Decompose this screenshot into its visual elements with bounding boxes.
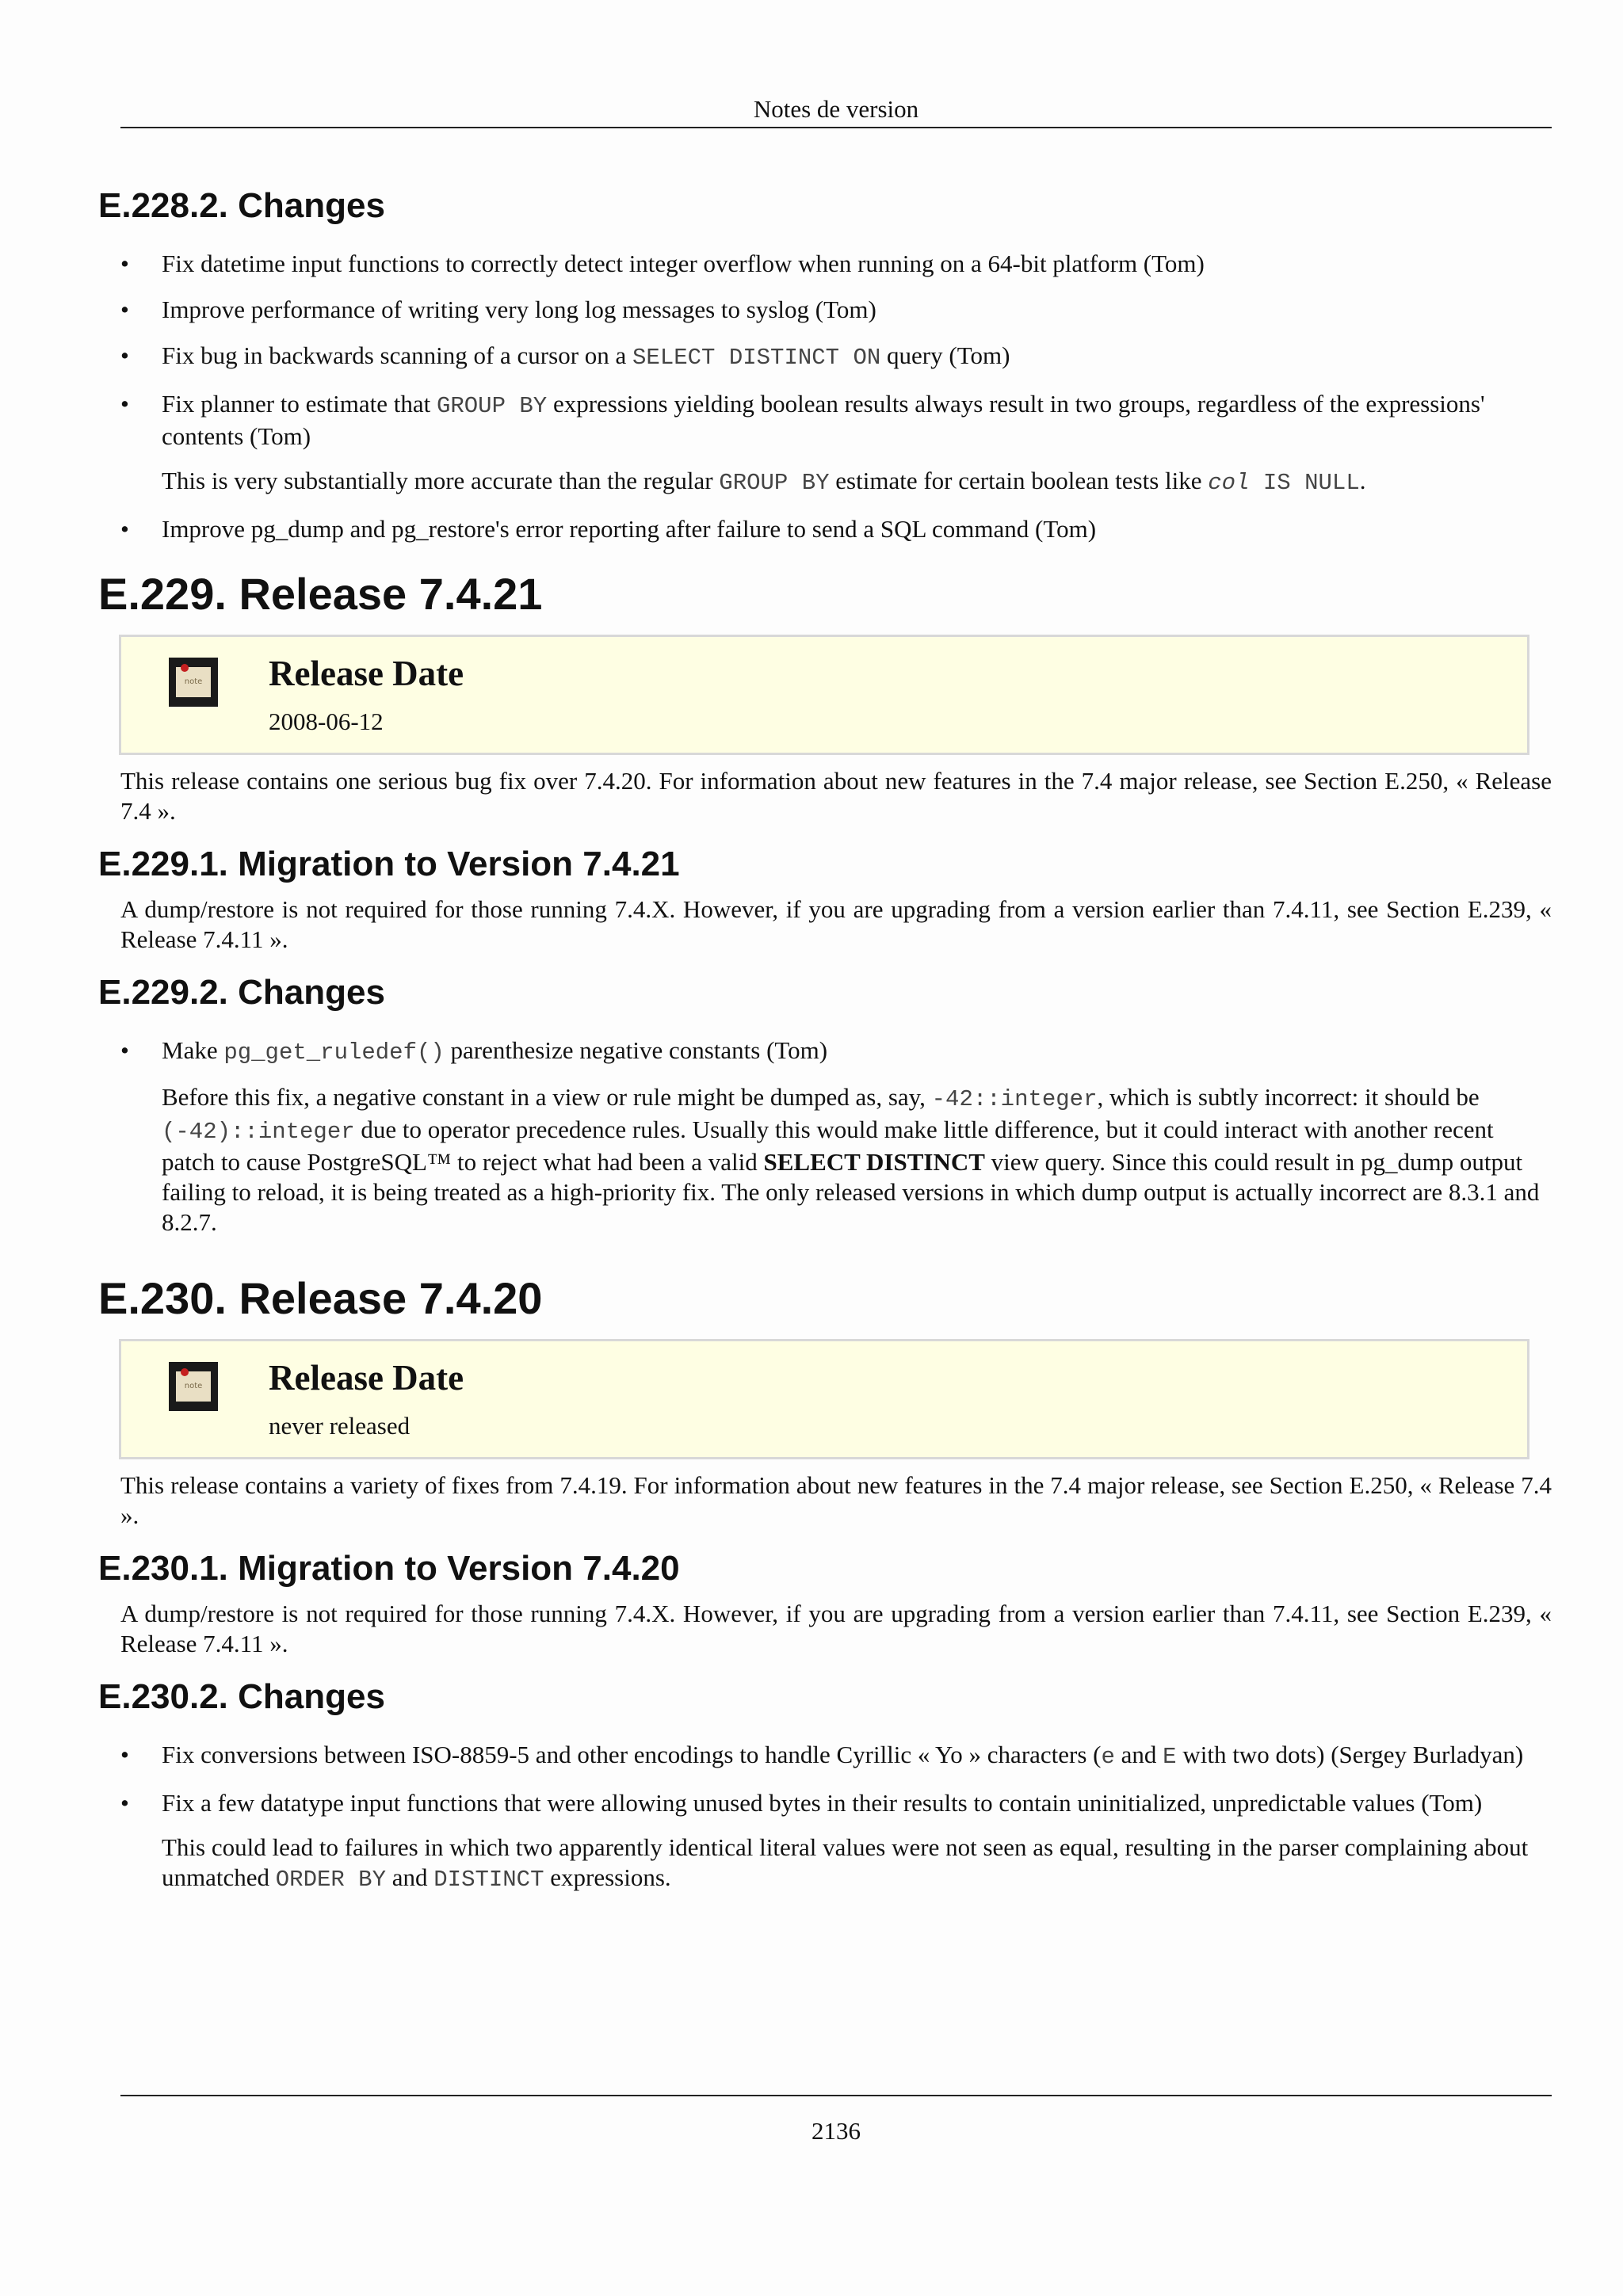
- changes-list-e229-2: [98, 1035, 1552, 1238]
- running-header: Notes de version: [753, 95, 919, 123]
- list-item: • Fix bug in backwards scanning of a cursor on a SELECT DISTINCT ON query (Tom): [120, 341, 1010, 371]
- release-date: 2008-06-12: [269, 707, 384, 735]
- list-item: • Fix planner to estimate that GROUP BY expressions yielding boolean results always result in two groups, regardless of the expressions' contents (Tom) This is very substantially more accurate than the regular GROUP BY estimate for certain boolean tests like col IS NULL.: [98, 389, 1552, 498]
- release-intro: This release contains one serious bug fix over 7.4.20. For information about new features in the 7.4 major release, see Section E.250, « Release 7.4 ».: [120, 767, 1552, 825]
- list-item-detail: This is very substantially more accurate than the regular GROUP BY estimate for certain boolean tests like col IS NULL.: [162, 467, 1366, 496]
- footer-rule: [120, 2095, 1552, 2096]
- note-icon: note: [169, 1362, 218, 1411]
- note-title: Release Date: [269, 654, 464, 693]
- note-icon: note: [169, 658, 218, 707]
- release-date: never released: [269, 1412, 411, 1440]
- release-date-note: [119, 635, 1529, 755]
- section-heading-e229-2: E.229.2. Changes: [98, 973, 385, 1012]
- list-item: • Fix a few datatype input functions that were allowing unused bytes in their results to contain uninitialized, unpredictable values (Tom) This could lead to failures in which two apparently identical literal values were not seen as equal, resulting in the parser complaining about unmatched ORDER BY and DISTINCT expressions.: [98, 1788, 1552, 1895]
- changes-list-e230-2: [98, 1740, 1552, 1895]
- list-item-detail: This could lead to failures in which two apparently identical literal values were not seen as equal, resulting in the parser complaining about unmatched ORDER BY and DISTINCT expressions.: [162, 1833, 1529, 1893]
- changes-list-e228-2: [98, 249, 1552, 544]
- code-inline: GROUP BY: [436, 393, 548, 419]
- page-content: [98, 182, 1552, 1895]
- code-inline: pg_get_ruledef(): [223, 1039, 445, 1066]
- release-heading-7-4-21: E.229. Release 7.4.21: [98, 569, 543, 619]
- list-item: • Improve pg_dump and pg_restore's error reporting after failure to send a SQL command (Tom): [120, 515, 1097, 543]
- list-item: • Fix datetime input functions to correctly detect integer overflow when running on a 64-bit platform (Tom): [120, 250, 1205, 277]
- release-intro: This release contains a variety of fixes from 7.4.19. For information about new features in the 7.4 major release, see Section E.250, « Release 7.4 ».: [120, 1471, 1552, 1529]
- migration-text: A dump/restore is not required for those running 7.4.X. However, if you are upgrading from a version earlier than 7.4.11, see Section E.239, « Release 7.4.11 ».: [120, 895, 1552, 953]
- section-heading-e229-1: E.229.1. Migration to Version 7.4.21: [98, 845, 680, 883]
- section-heading-e230-1: E.230.1. Migration to Version 7.4.20: [98, 1549, 680, 1588]
- section-heading-e228-2: E.228.2. Changes: [98, 186, 385, 225]
- note-title: Release Date: [269, 1358, 464, 1398]
- migration-text: A dump/restore is not required for those running 7.4.X. However, if you are upgrading from a version earlier than 7.4.11, see Section E.239, « Release 7.4.11 ».: [120, 1600, 1552, 1657]
- list-item: • Improve performance of writing very long log messages to syslog (Tom): [120, 296, 876, 323]
- list-item-detail: Before this fix, a negative constant in a view or rule might be dumped as, say, -42::integer, which is subtly incorrect: it should be (-42)::integer due to operator precedence rules. Usually this would make little difference, but it could interact with another recent patch to cause PostgreSQL™ to reject what had been a valid SELECT DISTINCT view query. Since this could result in pg_dump output failing to reload, it is being treated as a high-priority fix. The only released versions in which dump output is actually incorrect are 8.3.1 and 8.2.7.: [162, 1083, 1540, 1236]
- list-item: • Fix conversions between ISO-8859-5 and other encodings to handle Cyrillic « Yo » characters (e and E with two dots) (Sergey Burladyan): [120, 1741, 1524, 1770]
- page-number: 2136: [812, 2117, 861, 2145]
- code-inline: SELECT DISTINCT ON: [632, 345, 881, 371]
- header-rule: [120, 127, 1552, 128]
- release-date-note: [119, 1339, 1529, 1459]
- release-heading-7-4-20: E.230. Release 7.4.20: [98, 1273, 543, 1323]
- section-heading-e230-2: E.230.2. Changes: [98, 1677, 385, 1716]
- list-item: • Make pg_get_ruledef() parenthesize negative constants (Tom) Before this fix, a negative constant in a view or rule might be dumped as, say, -42::integer, which is subtly incorrect: it should be (-42)::integer due to operator precedence rules. Usually this would make little difference, but it could interact with another recent patch to cause PostgreSQL™ to reject what had been a valid SELECT DISTINCT view query. Since this could result in pg_dump output failing to reload, it is being treated as a high-priority fix. The only released versions in which dump output is actually incorrect are 8.3.1 and 8.2.7.: [98, 1035, 1552, 1238]
